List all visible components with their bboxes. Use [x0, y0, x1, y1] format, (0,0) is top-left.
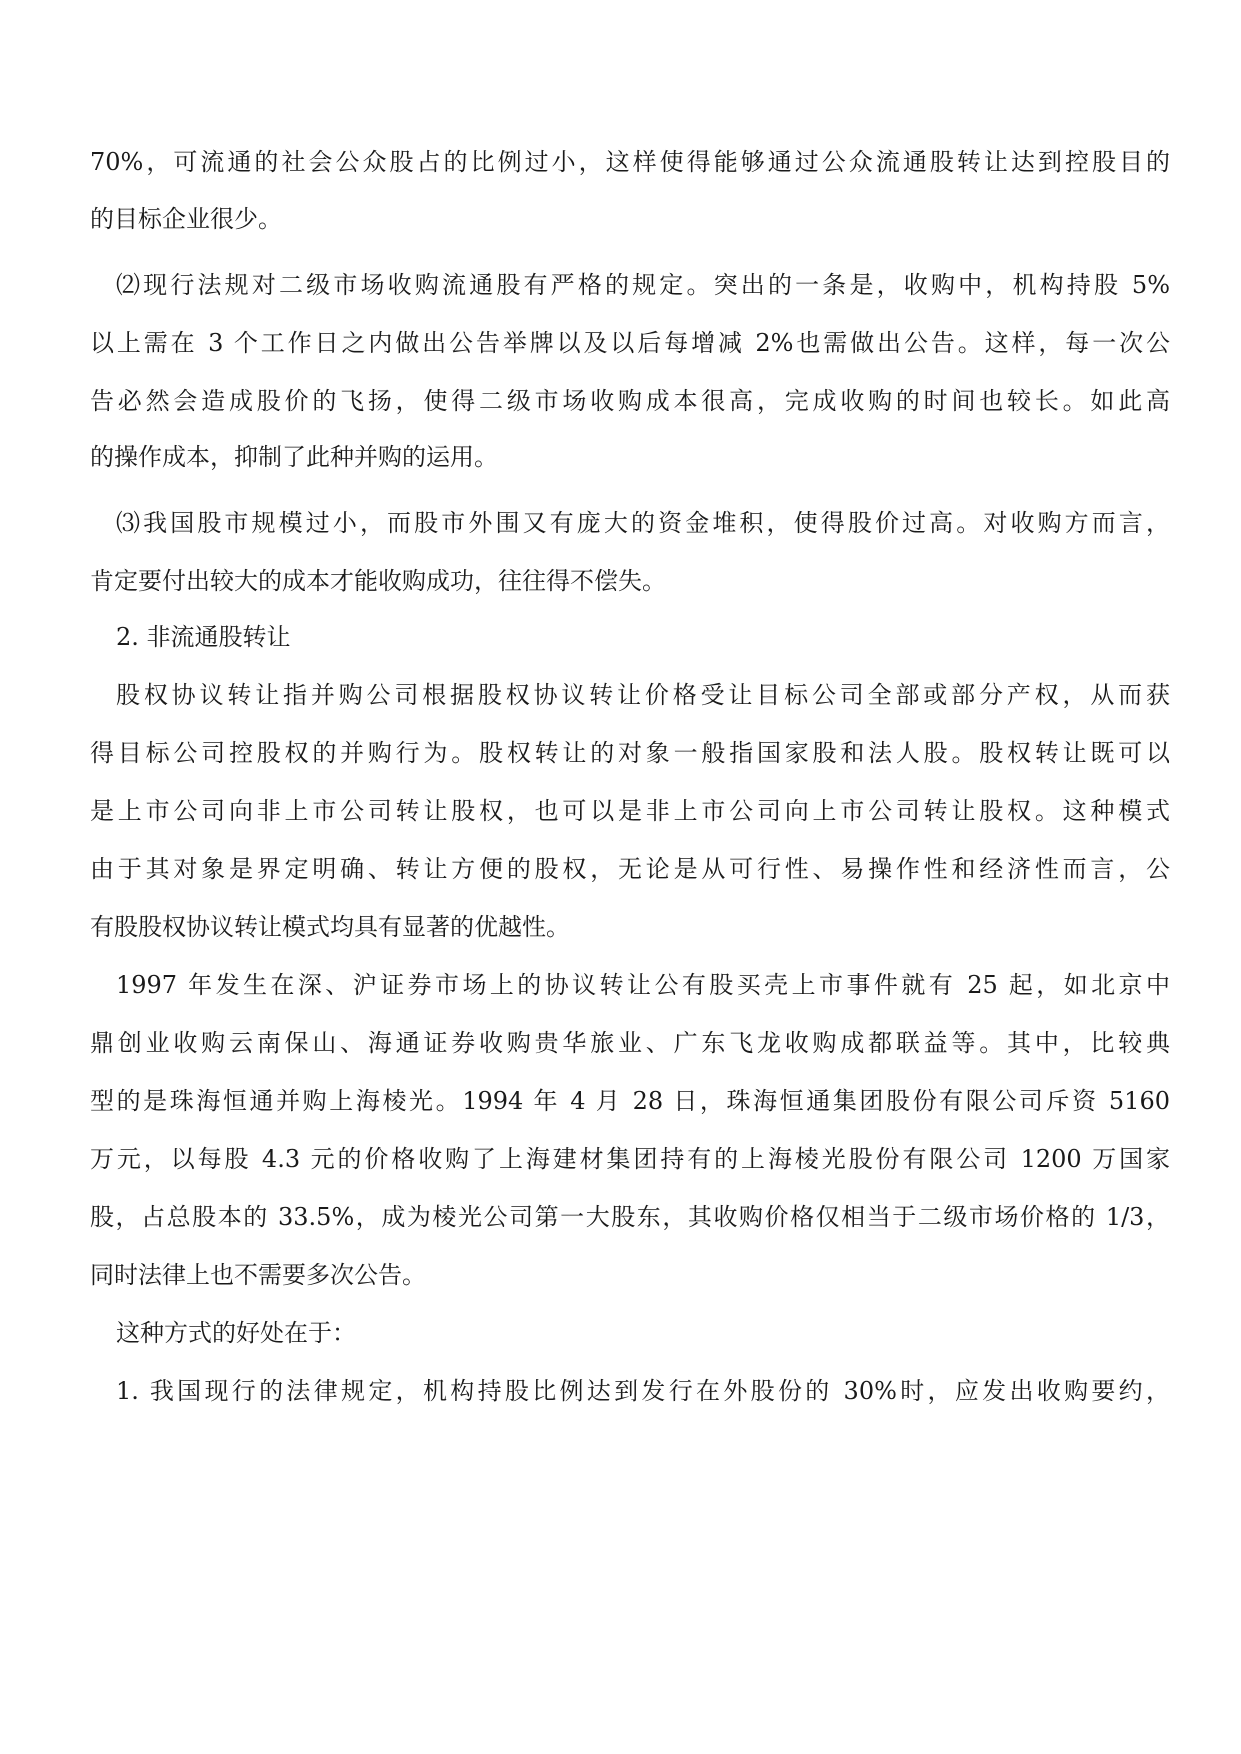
- text-line: 的目标企业很少。: [90, 205, 282, 233]
- text-line: 得目标公司控股权的并购行为。股权转让的对象一般指国家股和法人股。股权转让既可以: [90, 739, 1170, 767]
- text-line: 鼎创业收购云南保山、海通证券收购贵华旅业、广东飞龙收购成都联益等。其中，比较典: [90, 1029, 1170, 1057]
- text-line: 的操作成本，抑制了此种并购的运用。: [90, 443, 498, 471]
- text-line: 以上需在 3 个工作日之内做出公告举牌以及以后每增减 2%也需做出公告。这样，每一次公: [90, 329, 1170, 357]
- text-line: 是上市公司向非上市公司转让股权，也可以是非上市公司向上市公司转让股权。这种模式: [90, 797, 1170, 825]
- text-line: ⑵现行法规对二级市场收购流通股有严格的规定。突出的一条是，收购中，机构持股 5%: [116, 271, 1170, 299]
- text-line: 有股股权协议转让模式均具有显著的优越性。: [90, 913, 570, 941]
- text-line: 股，占总股本的 33.5%，成为棱光公司第一大股东，其收购价格仅相当于二级市场价格的 1/3，: [90, 1203, 1170, 1231]
- text-line: 同时法律上也不需要多次公告。: [90, 1261, 426, 1289]
- text-line: 1997 年发生在深、沪证券市场上的协议转让公有股买壳上市事件就有 25 起，如北京中: [116, 971, 1170, 999]
- text-line: 告必然会造成股价的飞扬，使得二级市场收购成本很高，完成收购的时间也较长。如此高: [90, 387, 1170, 415]
- text-line: 肯定要付出较大的成本才能收购成功，往往得不偿失。: [90, 567, 666, 595]
- text-line: ⑶我国股市规模过小，而股市外围又有庞大的资金堆积，使得股价过高。对收购方而言，: [116, 509, 1170, 537]
- text-line: 万元，以每股 4.3 元的价格收购了上海建材集团持有的上海棱光股份有限公司 1200 万国家: [90, 1145, 1170, 1173]
- text-line: 70%，可流通的社会公众股占的比例过小，这样使得能够通过公众流通股转让达到控股目的: [90, 148, 1170, 176]
- text-line: 这种方式的好处在于：: [116, 1319, 356, 1347]
- text-line: 型的是珠海恒通并购上海棱光。1994 年 4 月 28 日，珠海恒通集团股份有限公司斥资 5160: [90, 1087, 1170, 1115]
- text-line: 1. 我国现行的法律规定，机构持股比例达到发行在外股份的 30%时，应发出收购要约，: [116, 1377, 1170, 1405]
- text-line: 由于其对象是界定明确、转让方便的股权，无论是从可行性、易操作性和经济性而言，公: [90, 855, 1170, 883]
- text-line: 股权协议转让指并购公司根据股权协议转让价格受让目标公司全部或部分产权，从而获: [116, 681, 1170, 709]
- section-heading: 2. 非流通股转让: [116, 623, 291, 651]
